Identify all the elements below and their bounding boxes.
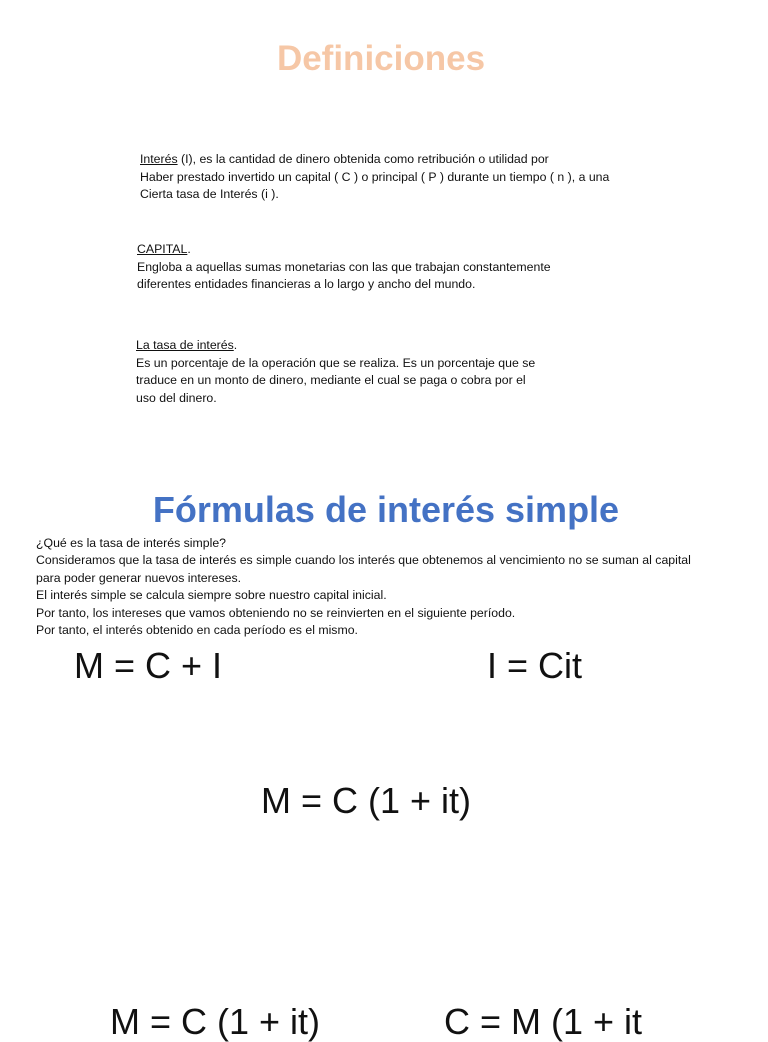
explanation-line: Por tanto, el interés obtenido en cada período es el mismo.: [36, 623, 358, 638]
formula-monto-factor: M = C (1 + it): [261, 780, 472, 821]
capital-line-2: diferentes entidades financieras a lo largo y ancho del mundo.: [137, 277, 476, 291]
definition-capital: [137, 241, 551, 294]
interes-line-1-rest: (I), es la cantidad de dinero obtenida como retribución o utilidad por: [177, 152, 549, 166]
capital-line-1: Engloba a aquellas sumas monetarias con las que trabajan constantemente: [137, 259, 551, 274]
formula-monto: M = C + I: [74, 645, 223, 686]
interes-simple-explanation: [36, 535, 691, 639]
definiciones-title: Definiciones: [276, 39, 486, 78]
explanation-line: ¿Qué es la tasa de interés simple?: [36, 536, 227, 550]
tasa-term: La tasa de interés: [136, 338, 234, 352]
interes-line-2: Haber prestado invertido un capital ( C ) o principal ( P ) durante un tiempo ( n ), a una: [140, 169, 610, 184]
capital-term: CAPITAL: [137, 242, 188, 256]
explanation-line: Por tanto, los intereses que vamos obteniendo no se reinvierten en el siguiente período.: [36, 605, 516, 620]
tasa-line-1: Es un porcentaje de la operación que se realiza. Es un porcentaje que se: [136, 355, 536, 370]
capital-heading: [137, 241, 551, 259]
interes-line-1: [140, 151, 609, 169]
tasa-line-2: traduce en un monto de dinero, mediante el cual se paga o cobra por el: [136, 373, 526, 387]
formula-bottom-left: M = C (1 + it): [110, 1001, 321, 1042]
tasa-line-3: uso del dinero.: [136, 390, 217, 405]
formula-bottom-right: C = M (1 + it: [444, 1001, 643, 1042]
interes-term: Interés: [140, 152, 178, 166]
interes-line-3: Cierta tasa de Interés (i ).: [140, 187, 279, 201]
explanation-line: El interés simple se calcula siempre sobre nuestro capital inicial.: [36, 588, 387, 603]
definition-interes: [140, 151, 609, 204]
formulas-title: Fórmulas de interés simple: [152, 489, 620, 530]
explanation-line: Consideramos que la tasa de interés es simple cuando los interés que obtenemos al vencimiento no se suman al capital: [36, 553, 691, 568]
tasa-heading: [136, 337, 535, 355]
capital-term-suffix: .: [187, 242, 191, 256]
tasa-term-suffix: .: [233, 338, 238, 352]
explanation-line: para poder generar nuevos intereses.: [36, 570, 242, 585]
formula-interes: I = Cit: [487, 645, 583, 686]
definition-tasa: [136, 337, 535, 407]
